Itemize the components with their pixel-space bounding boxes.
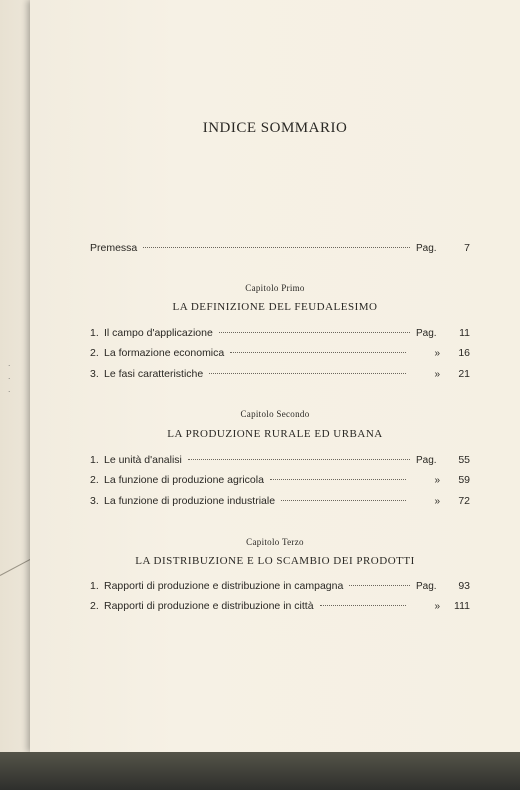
background-shadow — [0, 752, 520, 790]
chapter-heading: Capitolo Terzo — [246, 537, 304, 547]
toc-entry-label: Rapporti di produzione e distribuzione in città — [104, 600, 314, 612]
page-number: 93 — [458, 580, 470, 592]
page-number: 11 — [459, 327, 470, 339]
toc-entry — [90, 474, 470, 490]
page-title: INDICE SOMMARIO — [202, 120, 348, 136]
toc-entry — [90, 495, 470, 511]
page-number: 55 — [458, 454, 470, 466]
pag-marker: » — [434, 496, 440, 507]
toc-entry — [90, 600, 470, 616]
pag-marker: Pag. — [416, 328, 437, 339]
chapter-heading: Capitolo Secondo — [240, 409, 310, 419]
toc-entry — [90, 368, 470, 384]
entry-number: 1. — [90, 580, 99, 592]
chapter-title: LA DEFINIZIONE DEL FEUDALESIMO — [172, 301, 378, 313]
dot-leader — [349, 585, 410, 586]
toc-entry-label: Rapporti di produzione e distribuzione in campagna — [104, 580, 344, 592]
page-number: 7 — [464, 242, 470, 254]
toc-entry-premessa — [90, 242, 470, 258]
toc-entry-label: Le fasi caratteristiche — [104, 368, 204, 380]
book-page — [30, 0, 520, 752]
dot-leader — [270, 479, 406, 480]
fold-line — [0, 558, 32, 576]
entry-number: 2. — [90, 474, 99, 486]
toc-entry — [90, 580, 470, 596]
pag-marker: » — [434, 369, 440, 380]
pag-marker: » — [434, 348, 440, 359]
dot-leader — [188, 459, 410, 460]
entry-number: 3. — [90, 495, 99, 507]
toc-entry — [90, 347, 470, 363]
toc-entry-label: Il campo d'applicazione — [104, 327, 213, 339]
page-number: 59 — [458, 474, 470, 486]
dot-leader — [230, 352, 406, 353]
facing-page-mark: · — [8, 388, 11, 396]
pag-marker: Pag. — [416, 243, 437, 254]
toc-entry-label: Premessa — [90, 242, 138, 254]
toc-entry-label: La funzione di produzione agricola — [104, 474, 264, 486]
chapter-title: LA DISTRIBUZIONE E LO SCAMBIO DEI PRODOTTI — [135, 555, 415, 567]
pag-marker: Pag. — [416, 455, 437, 466]
entry-number: 1. — [90, 327, 99, 339]
page-number: 16 — [458, 347, 470, 359]
toc-entry-label: La formazione economica — [104, 347, 225, 359]
facing-page-mark: · — [8, 375, 11, 383]
entry-number: 3. — [90, 368, 99, 380]
entry-number: 2. — [90, 347, 99, 359]
dot-leader — [281, 500, 406, 501]
pag-marker: Pag. — [416, 581, 437, 592]
toc-entry-label: La funzione di produzione industriale — [104, 495, 276, 507]
pag-marker: » — [434, 475, 440, 486]
dot-leader — [209, 373, 406, 374]
toc-entry-label: Le unità d'analisi — [104, 454, 182, 466]
chapter-title: LA PRODUZIONE RURALE ED URBANA — [167, 428, 383, 440]
page-number: 21 — [458, 368, 470, 380]
toc-entry — [90, 327, 470, 343]
dot-leader — [320, 605, 406, 606]
toc-entry — [90, 454, 470, 470]
facing-page-mark: · — [8, 362, 11, 370]
entry-number: 2. — [90, 600, 99, 612]
pag-marker: » — [434, 601, 440, 612]
page-number: 72 — [458, 495, 470, 507]
dot-leader — [219, 332, 410, 333]
page-number: 111 — [454, 600, 470, 612]
dot-leader — [143, 247, 410, 248]
chapter-heading: Capitolo Primo — [245, 283, 305, 293]
entry-number: 1. — [90, 454, 99, 466]
